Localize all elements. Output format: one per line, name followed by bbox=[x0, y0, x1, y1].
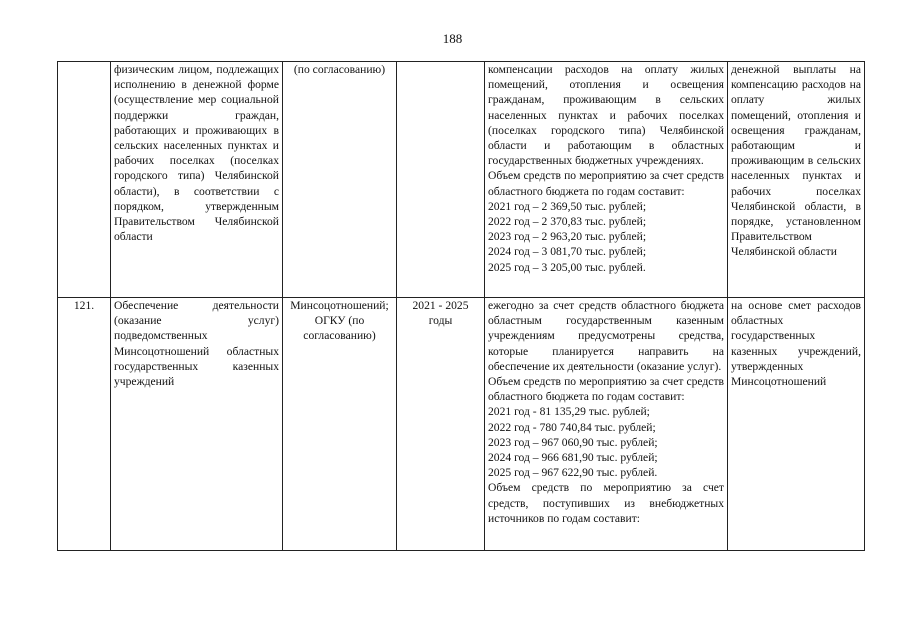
description: компенсации расходов на оплату жилых помещений, отопления и освещения гражданам, проживающим в сельских населенных пунктах и рабочих поселках (поселках городского типа) Челябинской области и работающим в областных государственных бюджетных учреждениях. bbox=[488, 63, 724, 168]
funding-year-line: 2021 год – 2 369,50 тыс. рублей; bbox=[488, 199, 647, 213]
period: 2021 - 2025 годы bbox=[412, 299, 469, 328]
funding-intro: Объем средств по мероприятию за счет средств областного бюджета по годам составит: bbox=[488, 375, 724, 404]
measure-name-cell bbox=[111, 62, 283, 298]
basis: денежной выплаты на компенсацию расходов на оплату жилых помещений, отопления и освещения гражданам, работающим и проживающим в сельских населенных пунктах и рабочих поселках Челябинской области, в порядке, установленном Правительством Челябинской области bbox=[731, 63, 861, 259]
description-cell bbox=[485, 62, 728, 298]
funding-year-line: 2022 год - 780 740,84 тыс. рублей; bbox=[488, 420, 656, 434]
measure-name-cell bbox=[111, 298, 283, 551]
table-row bbox=[58, 298, 865, 551]
measure-name: Обеспечение деятельности (оказание услуг) подведомственных Минсоцотношений областных государственных казенных учреждений bbox=[114, 299, 279, 389]
funding-year-line: 2025 год – 967 622,90 тыс. рублей. bbox=[488, 466, 658, 480]
measures-table bbox=[57, 61, 865, 551]
funding-year-line: 2024 год – 966 681,90 тыс. рублей; bbox=[488, 451, 658, 465]
extra-funding-intro: Объем средств по мероприятию за счет средств, поступивших из внебюджетных источников по годам составит: bbox=[488, 481, 724, 525]
measure-name: физическим лицом, подлежащих исполнению в денежной форме (осуществление мер социальной поддержки граждан, работающих и проживающих в сельских населенных пунктах и рабочих поселках (поселках городского типа) Челябинской области), в соответствии с порядком, утвержденным Правительством Челябинской области bbox=[114, 63, 279, 244]
row-number-cell bbox=[58, 62, 111, 298]
period-cell bbox=[397, 62, 485, 298]
basis-cell bbox=[728, 298, 865, 551]
description: ежегодно за счет средств областного бюджета областным государственным казенным учреждениям предусмотрены средства, которые планируется направить на обеспечение их деятельности (оказание услуг). bbox=[488, 299, 724, 373]
table-row bbox=[58, 62, 865, 298]
executor: (по согласованию) bbox=[293, 63, 386, 76]
funding-year-line: 2021 год - 81 135,29 тыс. рублей; bbox=[488, 405, 650, 419]
period-cell bbox=[397, 298, 485, 551]
executor: Минсоцотношений; ОГКУ (по согласованию) bbox=[290, 299, 389, 343]
description-cell bbox=[485, 298, 728, 551]
funding-year-line: 2025 год – 3 205,00 тыс. рублей. bbox=[488, 260, 646, 274]
page-number: 188 bbox=[442, 31, 463, 46]
funding-year-line: 2023 год – 2 963,20 тыс. рублей; bbox=[488, 230, 647, 244]
row-number-cell bbox=[58, 298, 111, 551]
executor-cell bbox=[283, 62, 397, 298]
basis-cell bbox=[728, 62, 865, 298]
funding-years bbox=[488, 199, 724, 275]
funding-years bbox=[488, 404, 724, 480]
funding-intro: Объем средств по мероприятию за счет средств областного бюджета по годам составит: bbox=[488, 169, 724, 198]
funding-year-line: 2023 год – 967 060,90 тыс. рублей; bbox=[488, 435, 658, 449]
row-number: 121. bbox=[73, 299, 95, 312]
basis: на основе смет расходов областных государственных казенных учреждений, утвержденных Минсоцотношений bbox=[731, 299, 861, 389]
funding-year-line: 2022 год – 2 370,83 тыс. рублей; bbox=[488, 215, 647, 229]
funding-year-line: 2024 год – 3 081,70 тыс. рублей; bbox=[488, 245, 647, 259]
executor-cell bbox=[283, 298, 397, 551]
